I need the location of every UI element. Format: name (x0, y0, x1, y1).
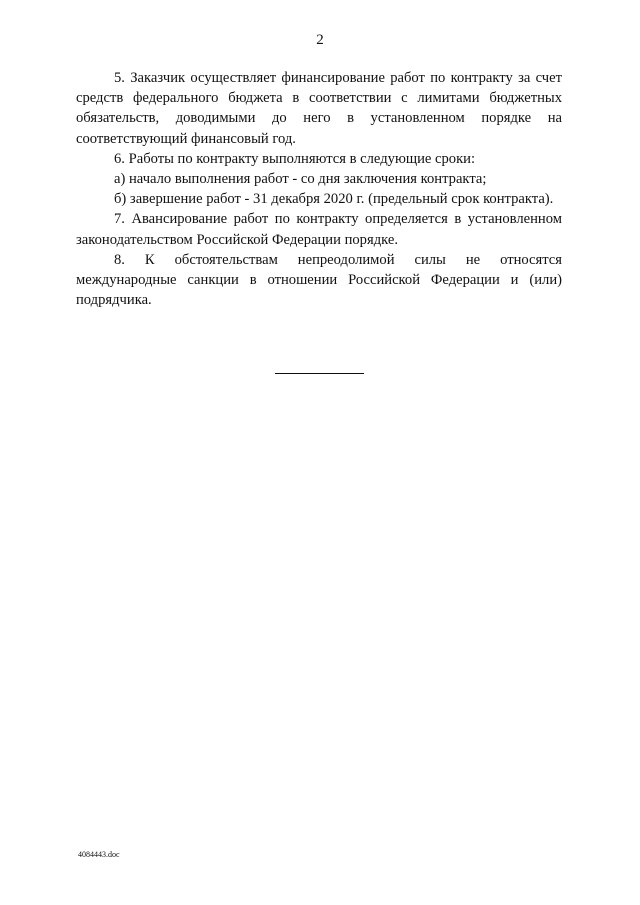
paragraph-end-date: б) завершение работ - 31 декабря 2020 г. (предельный срок контракта). (114, 191, 554, 208)
footer-file-name: 4084443.doc (78, 850, 120, 859)
paragraph-force-majeure: 8. К обстоятельствам непреодолимой силы не относятся международные санкции в отношении Российской Федерации и (или) подрядчика. (76, 251, 562, 309)
document-body (76, 68, 562, 310)
paragraph-advance-payment: 7. Авансирование работ по контракту определяется в установленном законодательством Российской Федерации порядке. (76, 211, 562, 248)
paragraph-start-date: а) начало выполнения работ - со дня заключения контракта; (114, 171, 487, 188)
paragraph-deadlines: 6. Работы по контракту выполняются в следующие сроки: (114, 150, 476, 167)
end-separator-line (275, 373, 364, 374)
paragraph-financing: 5. Заказчик осуществляет финансирование работ по контракту за счет средств федерального бюджета в соответствии с лимитами бюджетных обязательств, доводимыми до него в установленном порядке на соответствующий финансовый год. (76, 70, 562, 147)
page-number: 2 (316, 32, 324, 48)
